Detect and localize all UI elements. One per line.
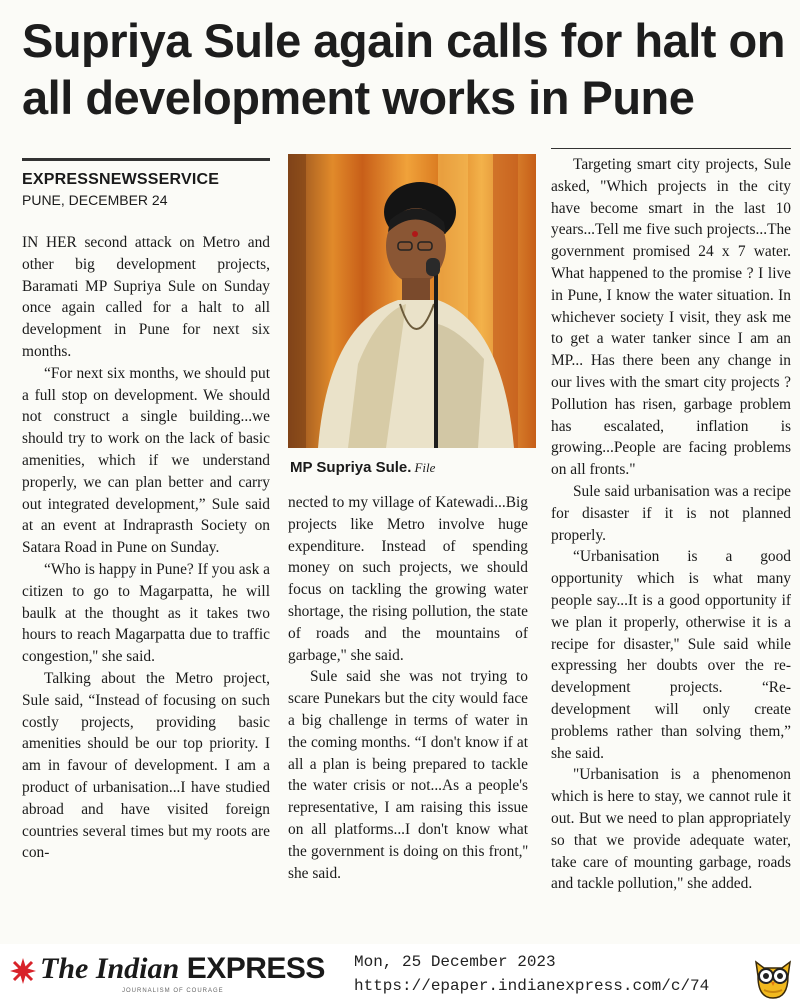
article-column-middle	[288, 492, 528, 884]
article-column-right	[551, 154, 791, 895]
dateline: PUNE, DECEMBER 24	[22, 192, 168, 208]
photo-caption	[290, 458, 536, 478]
express-logo-icon	[8, 956, 38, 991]
footer-url[interactable]: https://epaper.indianexpress.com/c/74	[354, 977, 710, 995]
logo-tagline: JOURNALISM OF COURAGE	[122, 988, 224, 994]
paragraph: "Urbanisation is a phenomenon which is here to stay, we cannot rule it out. But we need to plan appropriately so that we provide adequate water, take care of mounting garbage, roads and tackle pollution," she added.	[551, 766, 791, 893]
paragraph: Targeting smart city projects, Sule asked, "Which projects in the city have become smart in the last 10 years...Tell me five such projects...The government promised 24 x 7 water. What happened to the promise ? I live in Pune, I know the water situation. In whichever society I visit, they ask me to get a water tanker since I am an MP... Has there been any change in our lives with the smart city projects ? Pollution has risen, garbage problem has escalated, inflation is growing...People are facing problems on all fronts."	[551, 156, 791, 479]
footer-bar	[0, 944, 800, 1005]
caption-name: MP Supriya Sule.	[290, 459, 412, 476]
indian-express-logo	[40, 951, 325, 987]
paragraph: “Who is happy in Pune? If you ask a citizen to go to Magarpatta, he will baulk at the thought as it takes two hours to reach Magarpatta due to traffic congestion,'' she said.	[22, 560, 270, 666]
paragraph: IN HER second attack on Metro and other big development projects, Baramati MP Supriya Sule on Sunday once again called for a halt to all development in Pune for next six months.	[22, 234, 270, 360]
owl-icon	[752, 954, 794, 1005]
paragraph: Sule said she was not trying to scare Punekars but the city would face a big challenge in terms of water in the coming months. “I don't know if at all a plan is being prepared to tackle the water crisis or not...As a people's representative, I am raising this issue on all platforms...I don't know what the government is doing on this front,'' she said.	[288, 668, 528, 882]
paragraph: nected to my village of Katewadi...Big projects like Metro involve huge expenditure. Instead of spending money on such projects, we should focus on tackling the growing water shortage, the rising pollution, the state of roads and the mountains of garbage," she said.	[288, 494, 528, 664]
logo-the-indian: The Indian	[40, 952, 180, 985]
logo-express: EXPRESS	[186, 952, 325, 985]
paragraph: Sule said urbanisation was a recipe for disaster if it is not planned properly.	[551, 482, 791, 544]
photo-supriya-sule	[288, 154, 536, 448]
paragraph: Talking about the Metro project, Sule said, “Instead of focusing on such costly projects, providing basic amenities should be our top priority. I am in favour of development. I am a product of urbanisation...I have studied abroad and have visited foreign countries several times but my roots are con-	[22, 669, 270, 862]
byline	[22, 170, 270, 210]
article-column-left	[22, 232, 270, 864]
byline-agency: EXPRESSNEWSSERVICE	[22, 171, 220, 188]
right-column-rule	[551, 148, 791, 149]
paragraph: “For next six months, we should put a full stop on development. We should not construct a single building...we should try to work on the lack of basic amenities, which if we understand properly, we can plan better and carry out integrated development,” Sule said at an event at Indraprasth Society on Satara Road in Pune on Sunday.	[22, 364, 270, 557]
byline-rule	[22, 158, 270, 161]
headline: Supriya Sule again calls for halt on all development works in Pune	[22, 14, 785, 124]
paragraph: “Urbanisation is a good opportunity which is what many people say...It is a good opportunity if we plan it properly, otherwise it is a recipe for disaster,'' Sule said while expressing her doubts over the re-development projects. “Re-development will only create problems rather than solving them,” she said.	[551, 548, 791, 762]
caption-credit: File	[414, 460, 436, 475]
footer-date: Mon, 25 December 2023	[354, 953, 556, 971]
